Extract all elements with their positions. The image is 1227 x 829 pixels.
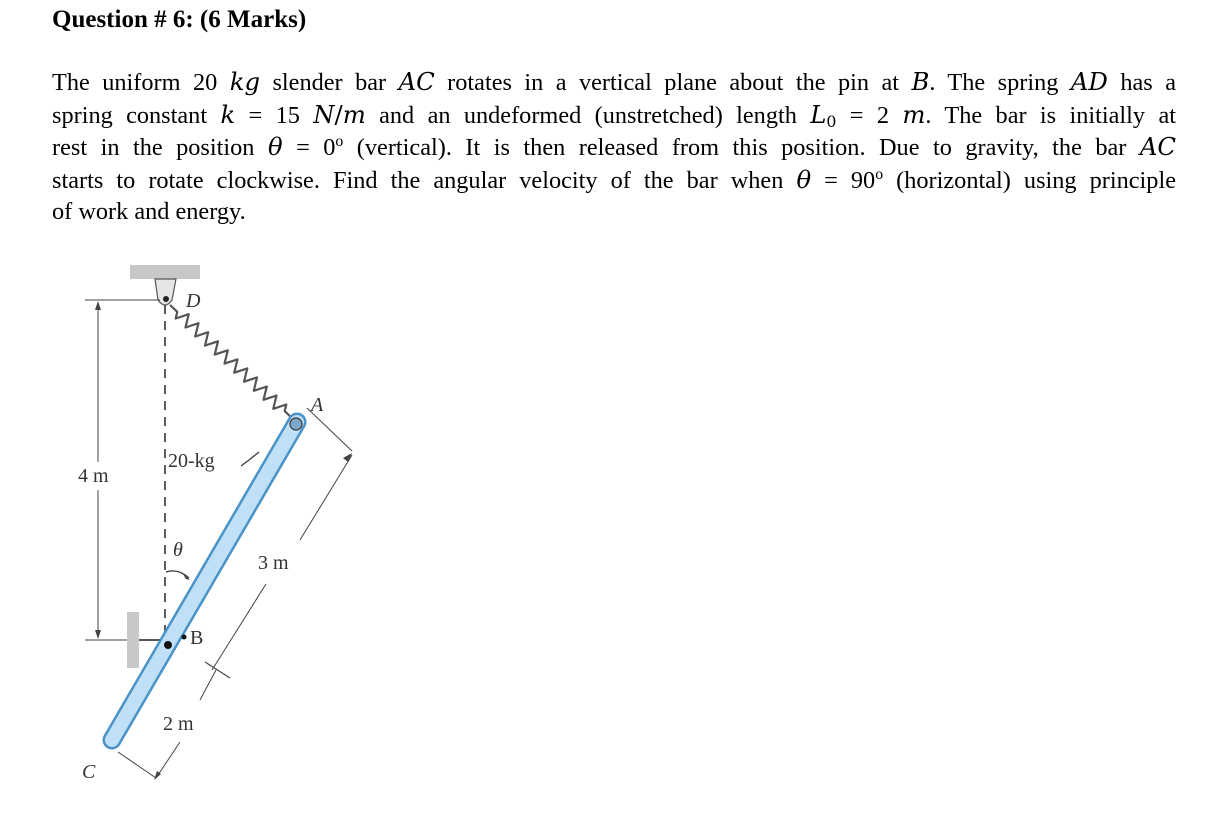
- dim-4m-arrow-up: [95, 301, 101, 310]
- label-d: D: [186, 290, 201, 312]
- wall-support: [127, 612, 139, 668]
- label-4m: 4 m: [78, 465, 109, 487]
- mass-leader: [241, 452, 259, 466]
- dim-3m-line-upper: [300, 455, 352, 540]
- problem-statement: [52, 66, 1176, 228]
- spring-ad: [170, 305, 292, 418]
- mechanism-diagram: [60, 250, 380, 810]
- label-a: A: [311, 394, 324, 416]
- pin-d: [163, 296, 169, 302]
- dim-3m-line-lower: [212, 584, 266, 670]
- question-heading: Question # 6: (6 Marks): [52, 6, 307, 33]
- dim-2m-line-upper: [200, 670, 216, 700]
- dim-4m-arrow-down: [95, 630, 101, 639]
- label-b: B: [190, 627, 204, 649]
- dim-b-tick: [205, 662, 230, 678]
- label-mass: 20-kg: [168, 450, 215, 472]
- label-c: C: [82, 761, 96, 783]
- label-theta: θ: [173, 539, 183, 561]
- label-3m: 3 m: [258, 552, 289, 574]
- statement-line-3: rest in the position $\theta = 0^o$ (vertical). It is then released from this position. Due to gravity, the bar AC: [52, 132, 1177, 162]
- dim-2m-bottom-extension: [118, 752, 156, 778]
- statement-line-4: starts to rotate clockwise. Find the angular velocity of the bar when $\theta = 90^o$ (horizontal) using principle: [52, 164, 1176, 194]
- bar-spring-figure: [60, 250, 380, 810]
- theta-arrow: [183, 574, 190, 580]
- statement-line-2: spring constant k = 15 N/m and an undeformed (unstretched) length $L_0 = 2$ m. The bar is initially at: [52, 99, 1176, 131]
- label-2m: 2 m: [163, 713, 194, 735]
- bar-mark-b: [182, 635, 187, 640]
- pin-a: [290, 418, 302, 430]
- statement-line-5: of work and energy.: [52, 198, 246, 226]
- pin-b: [164, 641, 172, 649]
- statement-line-1: The uniform 20 kg slender bar AC rotates in a vertical plane about the pin at B. The spring AD has a: [52, 67, 1176, 96]
- dim-2m-line-lower: [156, 742, 180, 778]
- ceiling-support: [130, 265, 200, 279]
